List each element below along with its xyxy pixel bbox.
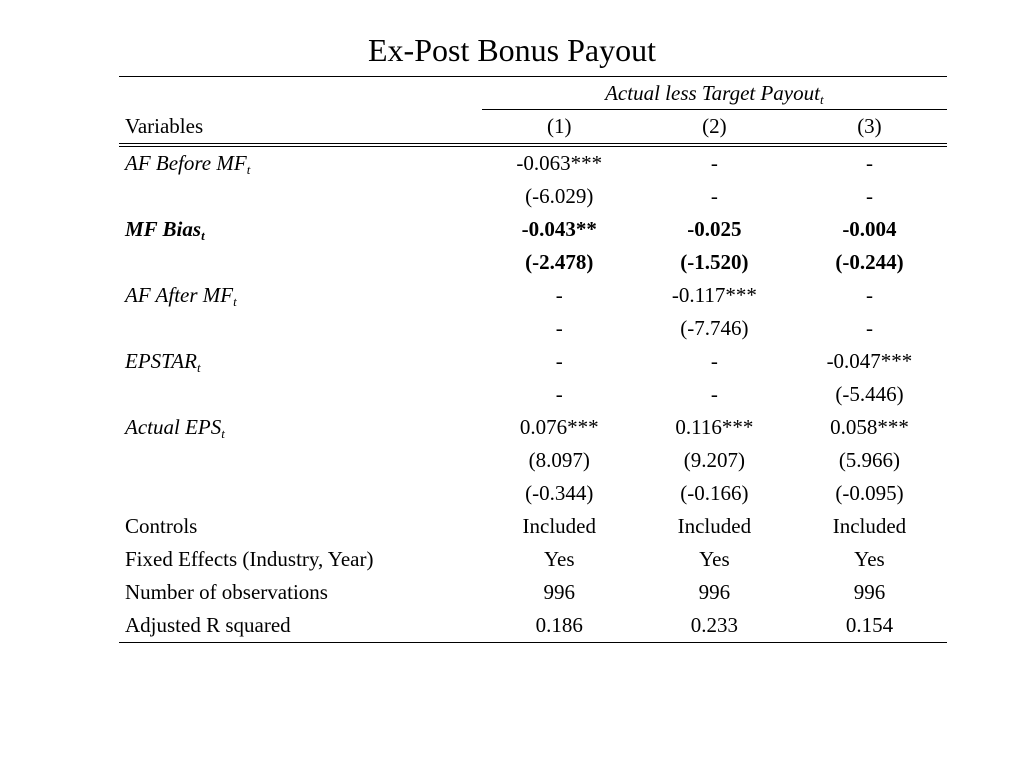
cell: 996 [543, 580, 576, 604]
cell: (-0.166) [680, 481, 749, 505]
cell: - [865, 184, 873, 208]
cell: -0.043** [521, 217, 597, 241]
group-header [482, 77, 947, 110]
regression-table [119, 76, 947, 643]
row-label: Adjusted R squared [119, 609, 482, 643]
row-label [119, 180, 482, 213]
row-label [119, 312, 482, 345]
cell: - [710, 184, 718, 208]
cell: (-5.446) [835, 382, 904, 406]
cell: 0.058*** [830, 415, 909, 439]
table-row [119, 145, 947, 180]
cell: Yes [854, 547, 885, 571]
table-row [119, 312, 947, 345]
row-label [119, 378, 482, 411]
cell: - [555, 382, 563, 406]
row-label: Actual $EPS_t$ [125, 415, 225, 441]
cell: 0.076*** [519, 415, 599, 439]
row-label [119, 477, 482, 510]
cell: 0.186 [482, 609, 637, 643]
cell: 0.233 [637, 609, 792, 643]
column-header-2: (2) [637, 110, 792, 146]
row-label: Controls [125, 514, 198, 538]
cell: (8.097) [528, 448, 590, 472]
cell: -0.047*** [826, 349, 913, 373]
cell: 996 [853, 580, 886, 604]
cell: 996 [698, 580, 731, 604]
table-row [119, 444, 947, 477]
cell: 0.116*** [675, 415, 754, 439]
cell: - [865, 316, 873, 340]
cell: 0.154 [792, 609, 947, 643]
cell: (-1.520) [680, 250, 749, 274]
table-row [119, 345, 947, 378]
table-row [119, 213, 947, 246]
cell: - [865, 283, 873, 307]
row-label: $EPSTAR_t$ [125, 349, 201, 375]
cell: - [555, 283, 563, 307]
variables-header: Variables [119, 110, 482, 146]
table-row [119, 378, 947, 411]
table-row [119, 411, 947, 444]
row-label: Number of observations [125, 580, 328, 604]
cell: (-7.746) [680, 316, 749, 340]
cell: -0.117*** [671, 283, 757, 307]
table-row [119, 246, 947, 279]
table-row [119, 609, 947, 643]
cell: (9.207) [683, 448, 745, 472]
table-row [119, 279, 947, 312]
cell: (-0.244) [835, 250, 904, 274]
cell: (-6.029) [525, 184, 594, 208]
cell: - [710, 151, 718, 175]
table-row [119, 510, 947, 543]
row-label [119, 444, 482, 477]
cell: - [555, 349, 563, 373]
cell: (-0.095) [835, 481, 904, 505]
cell: - [865, 151, 873, 175]
cell: -0.063*** [516, 151, 603, 175]
cell: (-2.478) [525, 250, 594, 274]
row-label: MF Bias$_t$ [125, 217, 205, 243]
group-header-text: Actual less Target Payout [605, 80, 820, 105]
row-label: AF Before $MF_t$ [125, 151, 251, 177]
cell: (-0.344) [525, 481, 594, 505]
row-label: AF After $MF_t$ [125, 283, 237, 309]
column-header-row [119, 110, 947, 146]
cell: (5.966) [838, 448, 901, 472]
cell: - [555, 316, 563, 340]
cell: - [710, 382, 718, 406]
cell: Included [522, 514, 596, 538]
column-header-3: (3) [792, 110, 947, 146]
cell: - [710, 349, 718, 373]
cell: -0.025 [687, 217, 742, 241]
group-header-row [119, 77, 947, 110]
column-header-1: (1) [482, 110, 637, 146]
cell: Included [677, 514, 752, 538]
table-row [119, 576, 947, 609]
table-row [119, 543, 947, 576]
cell: Included [832, 514, 907, 538]
group-header-subscript: t [819, 91, 824, 107]
table-row [119, 180, 947, 213]
cell: Yes [699, 547, 730, 571]
row-label: Fixed Effects (Industry, Year) [125, 547, 374, 571]
table-row [119, 477, 947, 510]
row-label [119, 246, 482, 279]
cell: -0.004 [842, 217, 897, 241]
cell: Yes [543, 547, 575, 571]
page-title: Ex-Post Bonus Payout [367, 32, 657, 68]
